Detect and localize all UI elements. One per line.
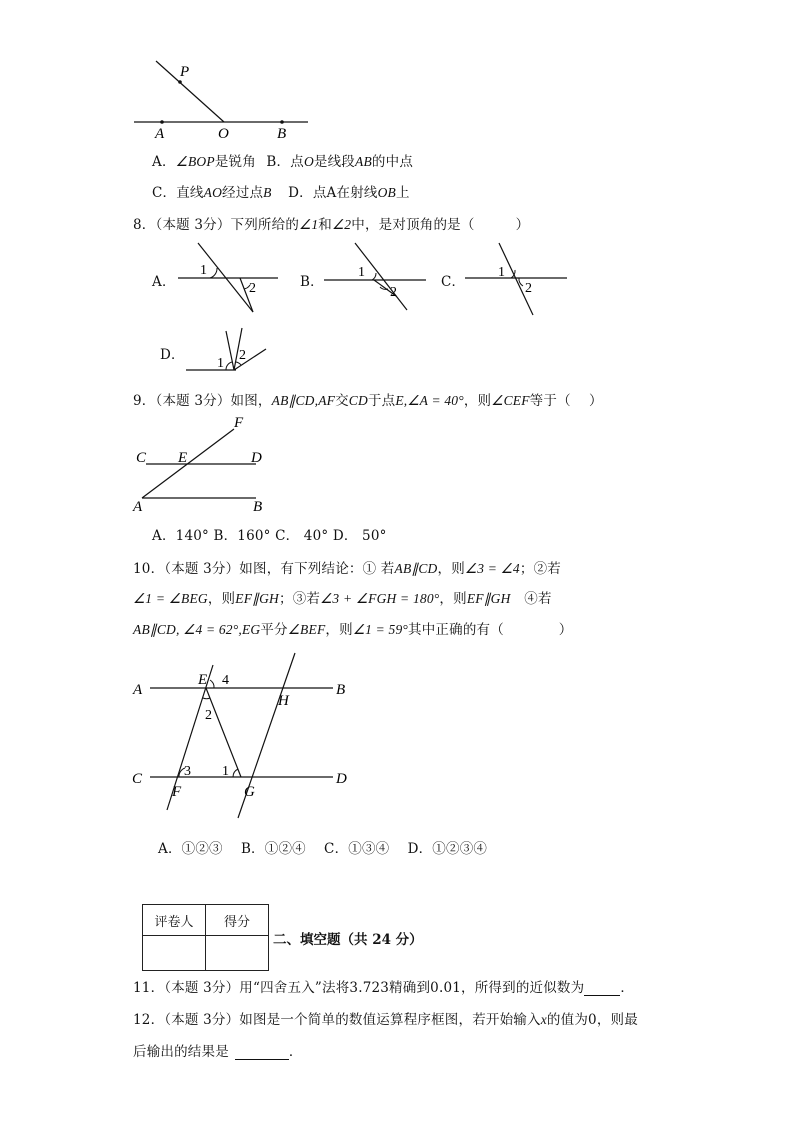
q8-figure-d <box>184 325 274 377</box>
q10-figure <box>130 650 360 825</box>
svg-text:H: H <box>278 693 289 709</box>
q7-option-b[interactable]: B．点O是线段AB的中点 <box>266 154 414 170</box>
svg-text:1: 1 <box>217 356 224 371</box>
label-A: A <box>155 126 165 142</box>
svg-text:1: 1 <box>200 263 207 278</box>
q9-options[interactable]: A．140° B．160° C． 40° D． 50° <box>152 528 387 544</box>
q8-figure-a <box>176 240 286 315</box>
q12-stem-line1: 12．（本题 3分）如图是一个简单的数值运算程序框图，若开始输入x的值为0，则最 <box>133 1012 638 1028</box>
score-table-grader-cell[interactable] <box>143 936 206 971</box>
svg-text:C: C <box>132 771 143 787</box>
q7-option-c[interactable]: C．直线AO经过点B <box>152 185 272 201</box>
svg-text:A: A <box>133 499 143 515</box>
svg-text:B: B <box>253 499 263 515</box>
q8-option-b-label[interactable]: B． <box>300 274 324 290</box>
svg-text:B: B <box>336 682 346 698</box>
svg-text:A: A <box>133 682 143 698</box>
svg-text:E: E <box>178 450 188 466</box>
q7-options-row1 <box>152 150 413 170</box>
svg-text:2: 2 <box>205 708 212 723</box>
q8-figure-b <box>322 240 432 315</box>
q7-option-a[interactable]: A．∠BOP是锐角 <box>152 154 256 170</box>
q7-option-d[interactable]: D．点A在射线OB上 <box>288 185 410 201</box>
svg-text:D: D <box>251 450 262 466</box>
q11-answer-blank[interactable] <box>584 981 620 996</box>
q8-figure-c <box>463 240 573 318</box>
q9-figure <box>130 414 275 519</box>
q8-option-c-label[interactable]: C． <box>441 274 466 290</box>
label-O: O <box>218 126 229 142</box>
svg-text:1: 1 <box>358 265 365 280</box>
q7-figure <box>130 58 315 143</box>
label-P: P <box>180 64 190 80</box>
svg-text:G: G <box>244 784 255 800</box>
svg-text:4: 4 <box>222 673 229 688</box>
q11-stem: 11．（本题 3分）用“四舍五入”法将3.723精确到0.01，所得到的近似数为 ． <box>133 980 635 996</box>
svg-text:1: 1 <box>498 265 505 280</box>
q8-option-a-label[interactable]: A． <box>152 274 176 290</box>
svg-text:3: 3 <box>184 764 191 779</box>
svg-text:2: 2 <box>525 281 532 296</box>
svg-text:1: 1 <box>222 764 229 779</box>
q10-stem-line1: 10．（本题 3分）如图，有下列结论：① 若AB∥CD，则∠3 = ∠4；②若 <box>133 561 561 577</box>
q10-stem-line2: ∠1 = ∠BEG，则EF∥GH；③若∠3 + ∠FGH = 180°，则EF∥GH ④若 <box>133 591 552 607</box>
svg-text:C: C <box>136 450 147 466</box>
q10-options[interactable]: A．①②③ B．①②④ C．①③④ D．①②③④ <box>158 841 488 857</box>
q9-stem: 9．（本题 3分）如图，AB∥CD,AF交CD于点E,∠A = 40°，则∠CEF等于（ ） <box>133 393 603 409</box>
score-table <box>142 904 269 971</box>
q10-stem-line3: AB∥CD, ∠4 = 62°,EG平分∠BEF，则∠1 = 59°其中正确的有（ ） <box>133 622 573 638</box>
section2-title: 二、填空题（共 24 分） <box>273 932 423 948</box>
q7-options-row2 <box>152 181 410 201</box>
score-table-header-score: 得分 <box>206 905 269 936</box>
q12-answer-blank[interactable] <box>235 1045 289 1060</box>
svg-text:F: F <box>234 415 244 431</box>
svg-text:2: 2 <box>249 281 256 296</box>
score-table-header-grader: 评卷人 <box>143 905 206 936</box>
q8-option-d-label[interactable]: D． <box>160 347 185 363</box>
svg-text:D: D <box>336 771 347 787</box>
svg-text:E: E <box>198 672 208 688</box>
svg-text:F: F <box>172 784 182 800</box>
q12-stem-line2: 后输出的结果是 ． <box>133 1044 303 1060</box>
svg-text:2: 2 <box>239 348 246 363</box>
svg-text:2: 2 <box>390 285 397 300</box>
q8-stem: 8．（本题 3分）下列所给的∠1和∠2中，是对顶角的是（ ） <box>133 217 530 233</box>
score-table-score-cell[interactable] <box>206 936 269 971</box>
label-B: B <box>277 126 287 142</box>
